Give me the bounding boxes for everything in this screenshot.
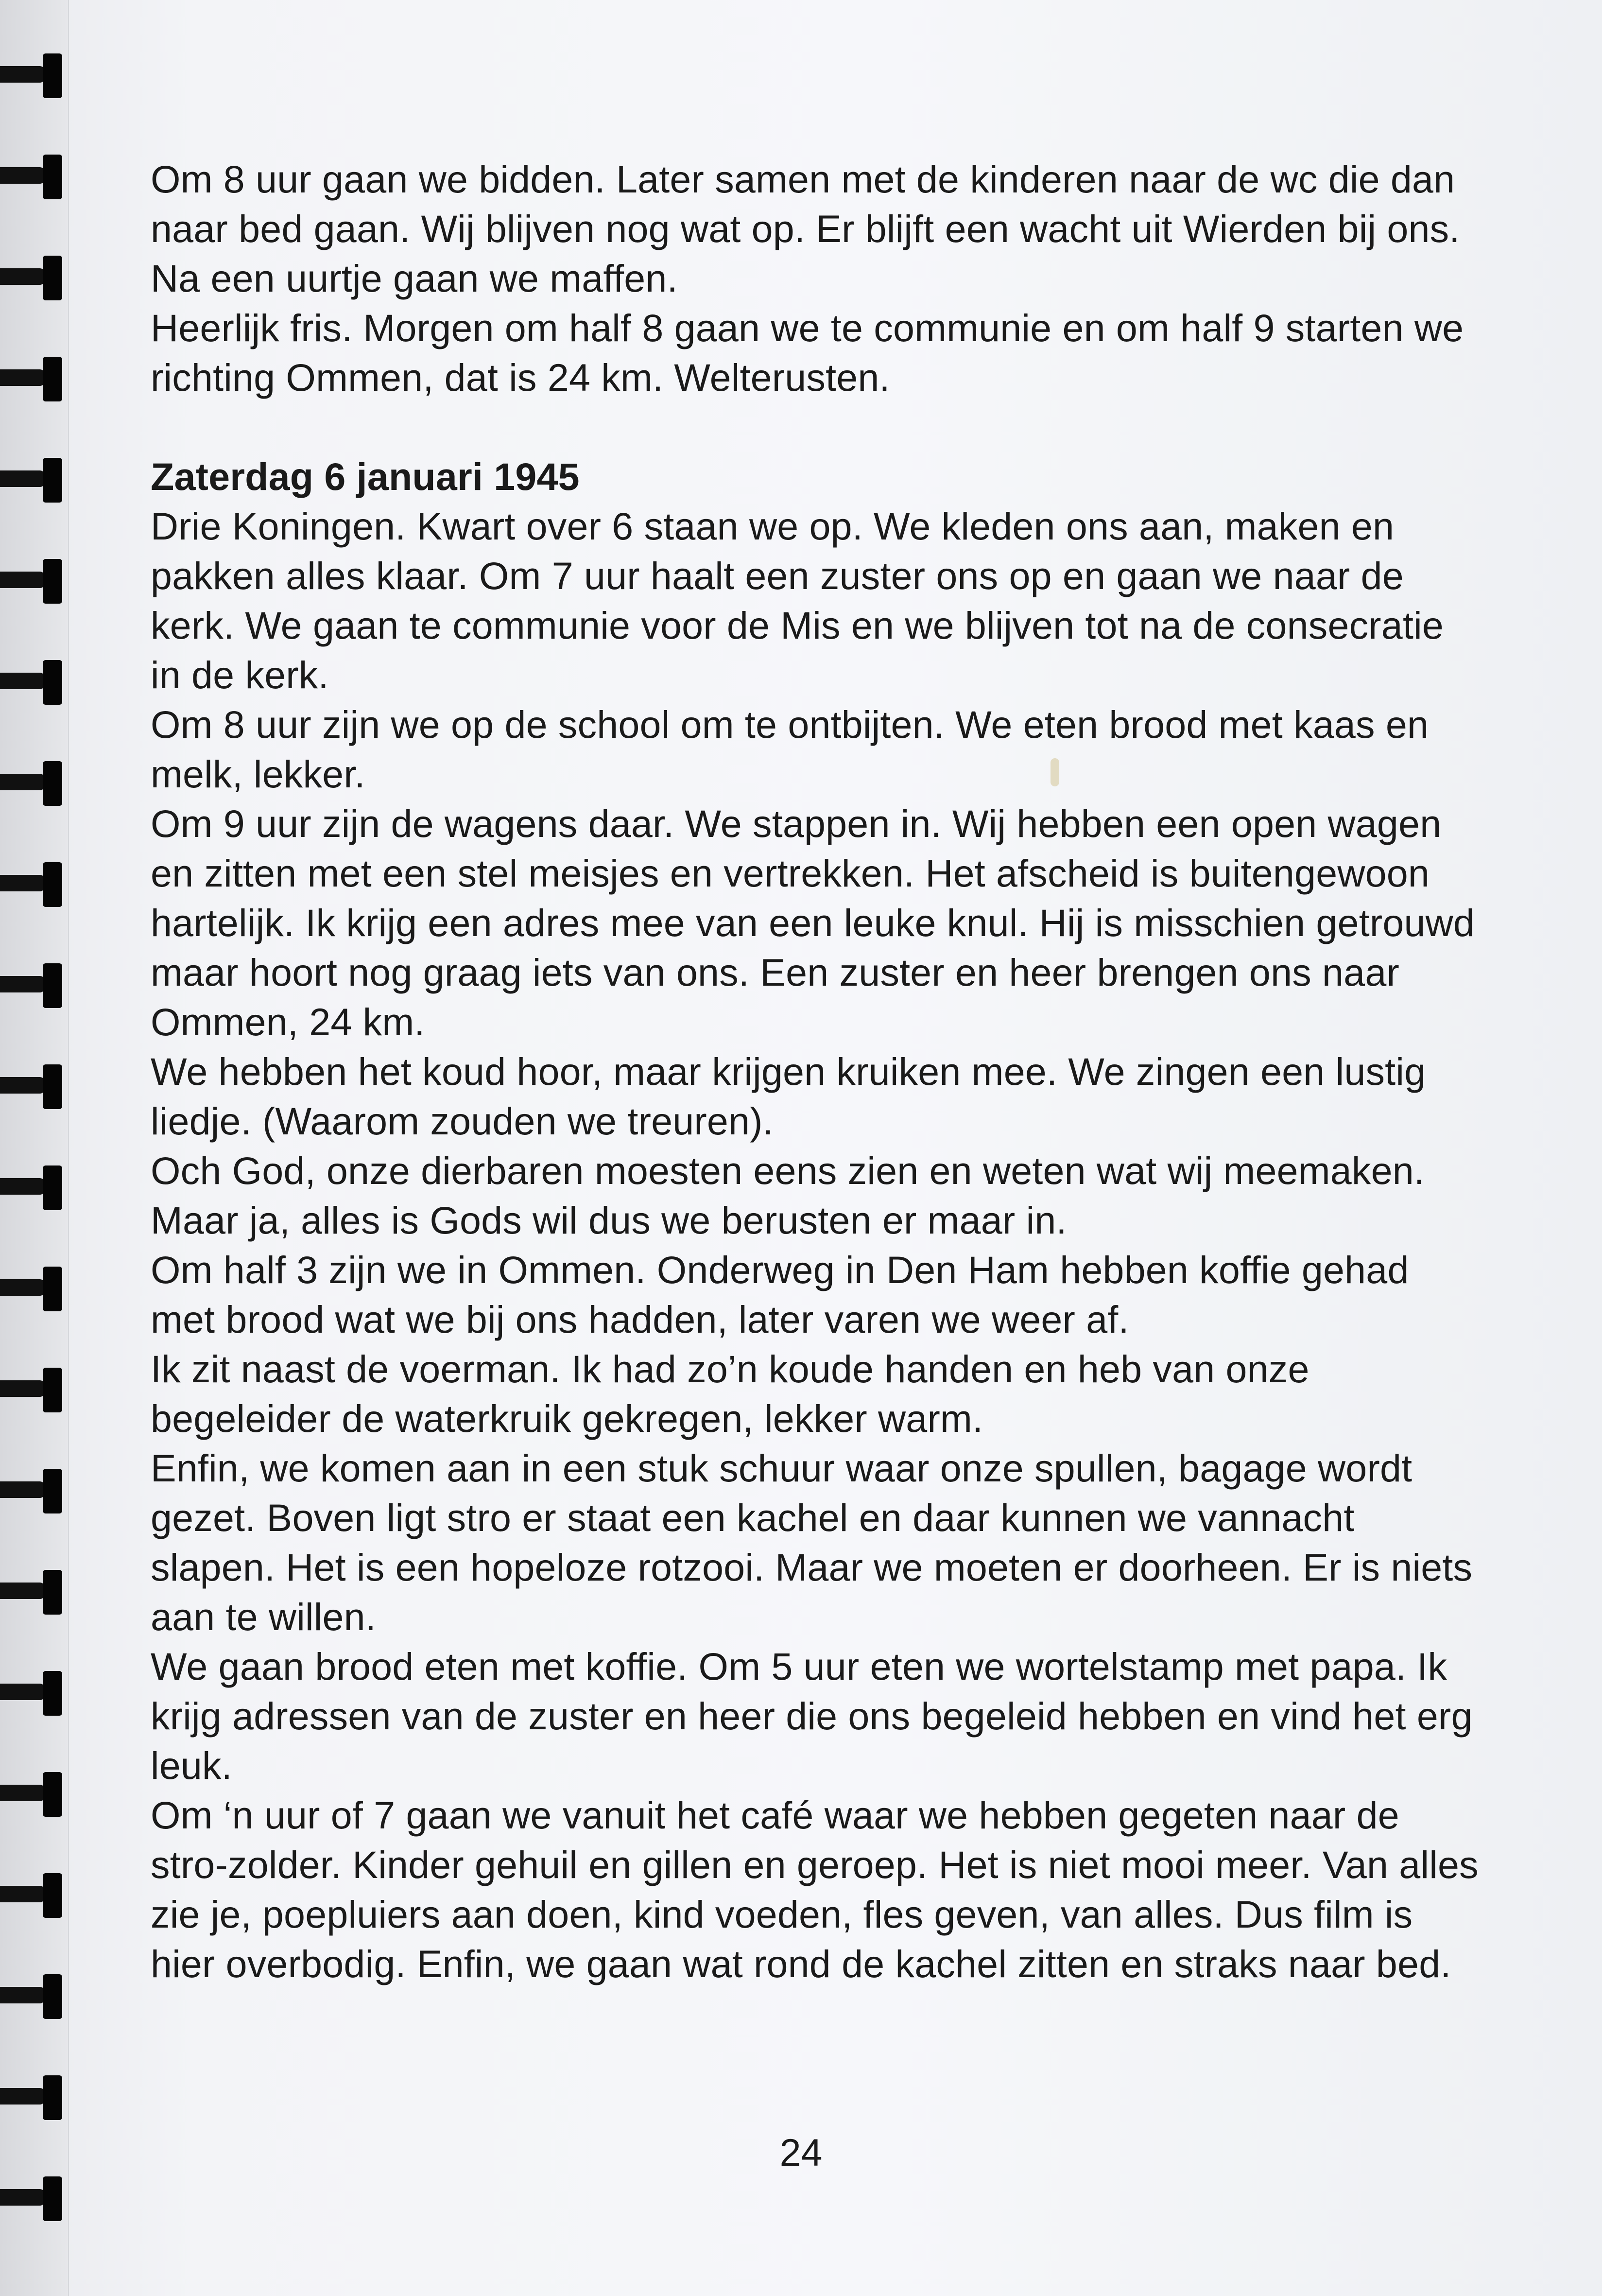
binding-coil [0,660,64,705]
paragraph: Om 8 uur zijn we op de school om te ontbijten. We eten brood met kaas en melk, lekker. [151,703,1429,796]
paragraph: Drie Koningen. Kwart over 6 staan we op. We kleden ons aan, maken en pakken alles klaar. Om 7 uur haalt een zuster ons op en gaan we naar de kerk. We gaan te communie voor de Mis en we blijven tot na de consecratie in de kerk. [151,504,1444,696]
date-heading: Zaterdag 6 januari 1945 [151,455,580,498]
binding-coil [0,963,64,1008]
binding-coil [0,1671,64,1716]
paragraph: Om 8 uur gaan we bidden. Later samen met de kinderen naar de wc die dan naar bed gaan. Wij blijven nog wat op. Er blijft een wacht uit Wierden bij ons. Na een uurtje gaan we maffen. [151,157,1460,300]
binding-coil [0,1368,64,1412]
binding-coil [0,1974,64,2019]
binding-coil [0,256,64,300]
binding-coil [0,155,64,199]
binding-coil [0,761,64,806]
paragraph: Om 9 uur zijn de wagens daar. We stappen in. Wij hebben een open wagen en zitten met een stel meisjes en vertrekken. Het afscheid is buitengewoon hartelijk. Ik krijg een adres mee van een leuke knul. Hij is misschien getrouwd maar hoort nog graag iets van ons. Een zuster en heer brengen ons naar Ommen, 24 km. [151,802,1475,1044]
page-number: 24 [779,2131,823,2174]
paragraph: We hebben het koud hoor, maar krijgen kruiken mee. We zingen een lustig liedje. (Waarom zouden we treuren). [151,1050,1426,1143]
paragraph: Ik zit naast de voerman. Ik had zo’n koude handen en heb van onze begeleider de waterkruik gekregen, lekker warm. [151,1347,1309,1440]
binding-coil [0,1772,64,1817]
paragraph: Om ‘n uur of 7 gaan we vanuit het café waar we hebben gegeten naar de stro-zolder. Kinder gehuil en gillen en geroep. Het is niet mooi meer. Van alles zie je, poepluiers aan doen, kind voeden, fles geven, van alles. Dus film is hier overbodig. Enfin, we gaan wat rond de kachel zitten en straks naar bed. [151,1793,1479,1985]
binding-coil [0,1469,64,1513]
binding-coil [0,559,64,604]
paragraph: Enfin, we komen aan in een stuk schuur waar onze spullen, bagage wordt gezet. Boven ligt stro er staat een kachel en daar kunnen we vannacht slapen. Het is een hopeloze rotzooi. Maar we moeten er doorheen. Er is niets aan te willen. [151,1446,1473,1638]
binding-coil [0,1064,64,1109]
binding-coil [0,2176,64,2221]
diary-text [151,155,1482,1989]
binding-coil [0,458,64,503]
binding-coil [0,862,64,907]
binding-coil [0,1873,64,1918]
binding-coil [0,1165,64,1210]
binding-coil [0,53,64,98]
paragraph: Heerlijk fris. Morgen om half 8 gaan we te communie en om half 9 starten we richting Ommen, dat is 24 km. Welterusten. [151,306,1464,399]
binding-coil [0,1570,64,1615]
paragraph: Och God, onze dierbaren moesten eens zien en weten wat wij meemaken. Maar ja, alles is Gods wil dus we berusten er maar in. [151,1149,1425,1242]
paragraph: We gaan brood eten met koffie. Om 5 uur eten we wortelstamp met papa. Ik krijg adressen van de zuster en heer die ons begeleid hebben en vind het erg leuk. [151,1645,1473,1787]
binding-coil [0,357,64,401]
binding-coil [0,2075,64,2120]
spiral-binding [0,0,69,2296]
binding-coil [0,1267,64,1311]
blank-line [151,402,1482,452]
paragraph: Om half 3 zijn we in Ommen. Onderweg in Den Ham hebben koffie gehad met brood wat we bij ons hadden, later varen we weer af. [151,1248,1409,1341]
